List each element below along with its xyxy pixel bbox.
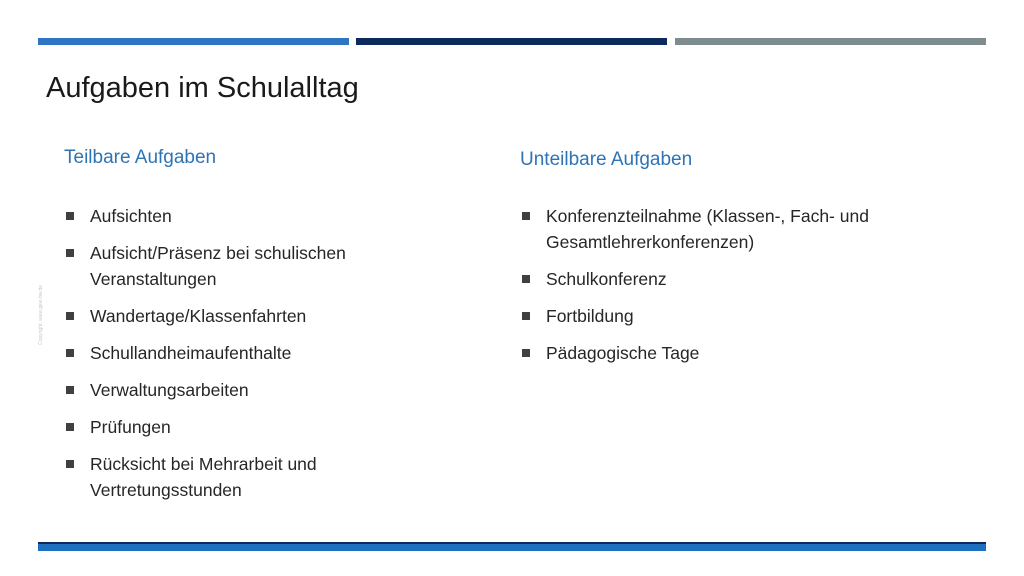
left-bullet-list — [66, 203, 396, 514]
bullet-item — [66, 451, 396, 503]
bullet-item — [66, 377, 396, 403]
right-bullet-list — [522, 203, 942, 377]
bullet-text: Aufsichten — [90, 206, 172, 226]
square-bullet-icon — [66, 212, 74, 220]
bullet-text: Schulkonferenz — [546, 269, 667, 289]
square-bullet-icon — [522, 349, 530, 357]
top-accent-bar-gray — [675, 38, 986, 45]
bullet-item — [522, 303, 942, 329]
left-column-heading: Teilbare Aufgaben — [64, 147, 217, 168]
square-bullet-icon — [66, 460, 74, 468]
bullet-item — [66, 203, 396, 229]
bullet-text: Verwaltungsarbeiten — [90, 380, 249, 400]
bullet-text: Konferenzteilnahme (Klassen-, Fach- und Gesamtlehrerkonferenzen) — [546, 206, 869, 252]
bullet-item — [66, 303, 396, 329]
bullet-text: Prüfungen — [90, 417, 171, 437]
vertical-watermark — [34, 230, 48, 400]
square-bullet-icon — [66, 312, 74, 320]
square-bullet-icon — [66, 386, 74, 394]
bullet-text: Aufsicht/Präsenz bei schulischen Veranstaltungen — [90, 243, 346, 289]
bullet-text: Rücksicht bei Mehrarbeit und Vertretungsstunden — [90, 454, 317, 500]
bullet-item — [522, 340, 942, 366]
square-bullet-icon — [522, 312, 530, 320]
bullet-item — [66, 240, 396, 292]
square-bullet-icon — [66, 423, 74, 431]
bullet-text: Pädagogische Tage — [546, 343, 700, 363]
square-bullet-icon — [522, 275, 530, 283]
right-column-heading: Unteilbare Aufgaben — [520, 149, 693, 170]
square-bullet-icon — [66, 249, 74, 257]
square-bullet-icon — [522, 212, 530, 220]
top-accent-bar-navy — [356, 38, 667, 45]
top-accent-bar-blue — [38, 38, 349, 45]
bullet-item — [522, 203, 942, 255]
bullet-text: Wandertage/Klassenfahrten — [90, 306, 307, 326]
bullet-item — [522, 266, 942, 292]
bottom-accent-bar — [38, 542, 986, 551]
bullet-text: Schullandheimaufenthalte — [90, 343, 292, 363]
slide-title: Aufgaben im Schulalltag — [46, 72, 359, 104]
square-bullet-icon — [66, 349, 74, 357]
bullet-item — [66, 414, 396, 440]
bullet-text: Fortbildung — [546, 306, 634, 326]
bullet-item — [66, 340, 396, 366]
watermark-text: Copyright: www.gew-bw.de — [38, 284, 44, 346]
